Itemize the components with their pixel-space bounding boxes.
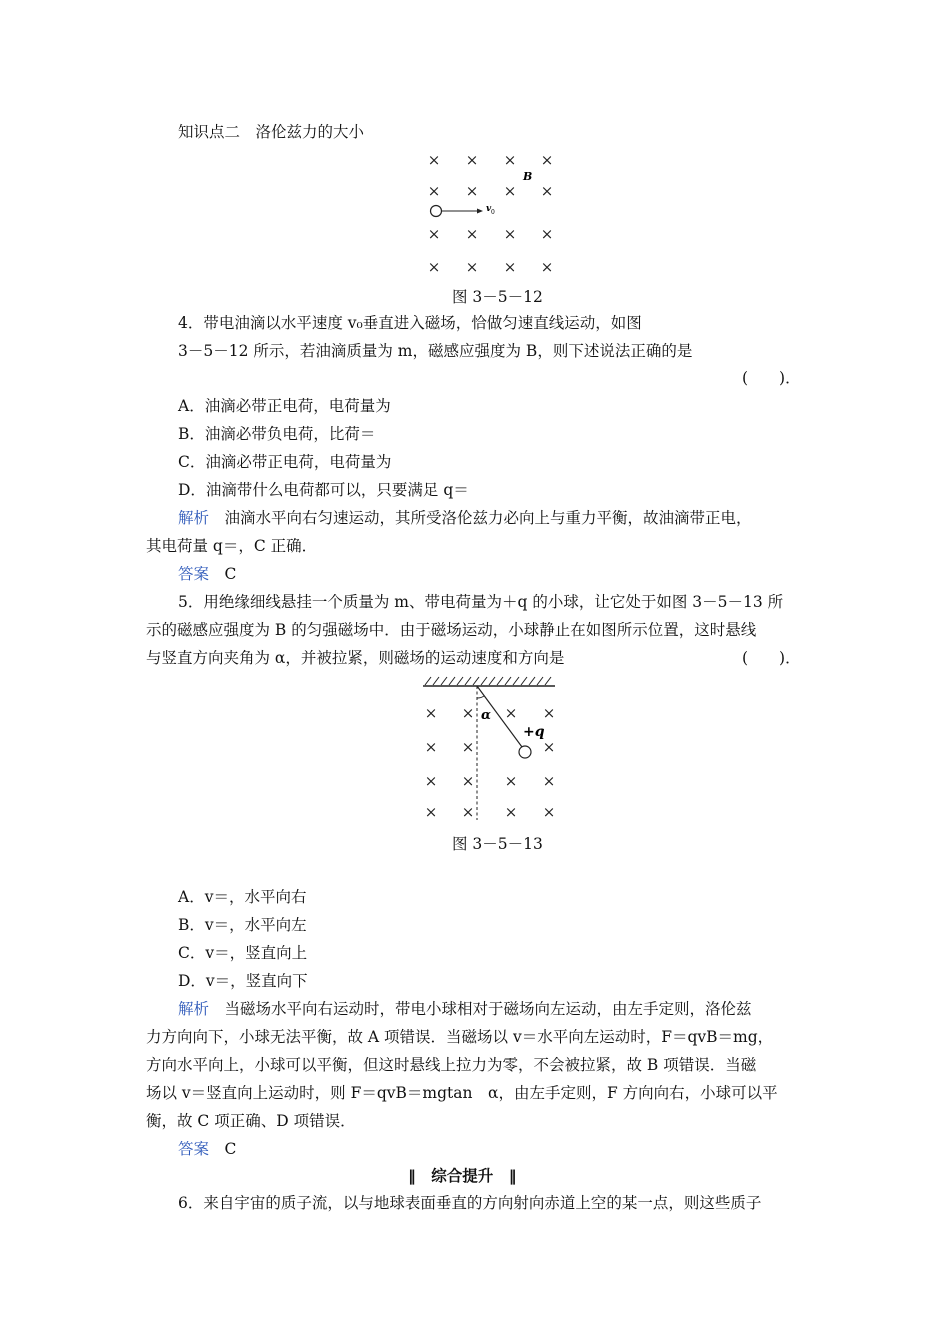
option-C: C．油滴必带正电荷，电荷量为 [178,453,392,471]
field-cross: × [542,704,556,722]
velocity-subscript: 0 [491,209,495,216]
option-D: D．油滴带什么电荷都可以，只要满足 q＝ [178,481,469,499]
question-4-line: 3－5－12 所示，若油滴质量为 m，磁感应强度为 B，则下述说法正确的是 [178,342,693,360]
angle-arc [477,696,484,698]
field-cross: × [504,704,518,722]
field-cross: × [503,258,517,276]
field-cross: × [427,258,441,276]
field-cross: × [540,225,554,243]
oil-drop [431,206,442,217]
field-cross: × [504,803,518,821]
figure-3-5-13 [418,672,560,822]
option-B: B．v＝，水平向左 [178,916,307,934]
field-cross: × [542,772,556,790]
field-cross: × [503,225,517,243]
question-6-line: 6．来自宇宙的质子流，以与地球表面垂直的方向射向赤道上空的某一点，则这些质子 [178,1194,762,1212]
field-cross: × [461,803,475,821]
analysis-line: 衡，故 C 项正确、D 项错误． [146,1112,356,1130]
analysis-line: 力方向向下，小球无法平衡，故 A 项错误．当磁场以 v＝水平向左运动时，F＝qvB＝mg， [146,1028,774,1046]
field-cross: × [540,151,554,169]
ceiling-hatch [425,677,551,685]
field-cross: × [540,258,554,276]
analysis-text: 油滴水平向右匀速运动，其所受洛伦兹力必向上与重力平衡，故油滴带正电， [209,509,752,527]
field-cross: × [427,225,441,243]
field-cross: × [461,738,475,756]
option-A: A．v＝，水平向右 [178,888,307,906]
answer [178,1139,236,1159]
field-cross: × [427,182,441,200]
velocity-label: v [486,204,492,214]
field-cross: × [424,704,438,722]
charge-label: +q [523,724,545,740]
option-C: C．v＝，竖直向上 [178,944,308,962]
analysis-text: 当磁场水平向右运动时，带电小球相对于磁场向左运动，由左手定则，洛伦兹 [209,1000,752,1018]
analysis-line: 场以 v＝竖直向上运动时，则 F＝qvB＝mgtan α，由左手定则，F 方向向右，小球可以平 [146,1084,778,1102]
figure-caption: 图 3－5－12 [452,288,543,306]
field-cross: × [542,738,556,756]
angle-label: α [481,708,492,723]
answer-label: 答案 [178,565,210,583]
field-cross: × [461,704,475,722]
question-5-line: 5．用绝缘细线悬挂一个质量为 m、带电荷量为＋q 的小球，让它处于如图 3－5－13 所 [178,593,784,611]
charged-ball [519,746,531,758]
field-cross: × [504,772,518,790]
analysis [178,508,752,528]
field-label-B: B [523,170,533,183]
option-B: B．油滴必带负电荷，比荷＝ [178,425,376,443]
field-cross: × [465,258,479,276]
field-cross: × [465,151,479,169]
field-cross: × [540,182,554,200]
question-4-line: 4．带电油滴以水平速度 v₀垂直进入磁场，恰做匀速直线运动，如图 [178,314,642,332]
answer-value: C [209,1140,237,1158]
answer-bracket: ( )． [742,369,801,387]
field-cross: × [503,151,517,169]
section-heading-comprehensive: ‖ 综合提升 ‖ [408,1167,517,1185]
figure-caption: 图 3－5－13 [452,835,543,853]
analysis-label: 解析 [178,509,210,527]
field-cross: × [542,803,556,821]
question-5-line: 示的磁感应强度为 B 的匀强磁场中．由于磁场运动，小球静止在如图所示位置，这时悬线 [146,621,757,639]
field-cross: × [424,772,438,790]
figure-3-5-12 [415,148,565,278]
field-cross: × [465,182,479,200]
analysis-label: 解析 [178,1000,210,1018]
question-5-line: 与竖直方向夹角为 α，并被拉紧，则磁场的运动速度和方向是 [146,649,565,667]
section-heading: 知识点二 洛伦兹力的大小 [178,123,365,141]
answer-value: C [209,565,237,583]
field-cross: × [465,225,479,243]
answer-bracket: ( )． [742,649,801,667]
analysis [178,999,752,1019]
velocity-arrowhead [477,209,483,214]
field-cross: × [461,772,475,790]
answer [178,564,236,584]
field-cross: × [427,151,441,169]
field-cross: × [503,182,517,200]
field-cross: × [424,738,438,756]
analysis-line: 方向水平向上，小球可以平衡，但这时悬线上拉力为零，不会被拉紧，故 B 项错误．当磁 [146,1056,757,1074]
field-cross: × [424,803,438,821]
analysis-line: 其电荷量 q＝，C 正确． [146,537,318,555]
answer-label: 答案 [178,1140,210,1158]
option-A: A．油滴必带正电荷，电荷量为 [178,397,391,415]
option-D: D．v＝，竖直向下 [178,972,308,990]
